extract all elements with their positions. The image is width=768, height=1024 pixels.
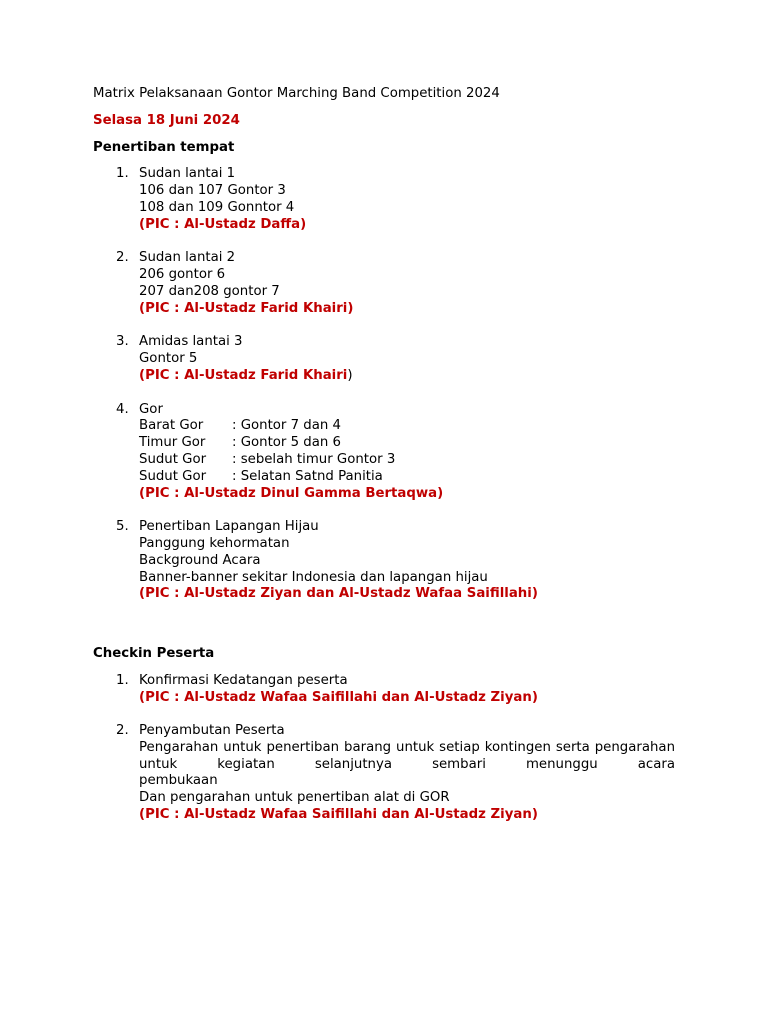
section-heading-penertiban: Penertiban tempat: [93, 139, 235, 155]
item-line: Amidas lantai 3: [139, 334, 243, 350]
item-line: Penyambutan Peserta: [139, 723, 285, 739]
item-line: 108 dan 109 Gonntor 4: [139, 199, 295, 215]
location-row: [139, 435, 675, 452]
pic-line: (PIC : Al-Ustadz Dinul Gamma Bertaqwa): [139, 485, 444, 501]
list-number: 2.: [116, 723, 129, 739]
item-line: Sudan lantai 2: [139, 250, 236, 266]
item-line: Background Acara: [139, 552, 261, 568]
document-title: Matrix Pelaksanaan Gontor Marching Band Competition 2024: [93, 86, 500, 101]
item-line: Dan pengarahan untuk penertiban alat di GOR: [139, 790, 450, 806]
section-heading-checkin: Checkin Peserta: [93, 645, 215, 661]
item-line: Gor: [139, 401, 163, 417]
list-number: 1.: [116, 672, 129, 688]
pic-line: (PIC : Al-Ustadz Farid Khairi): [139, 300, 354, 316]
document-page: [93, 86, 675, 841]
pic-text: (PIC : Al-Ustadz Farid Khairi: [139, 367, 348, 383]
item-line: 106 dan 107 Gontor 3: [139, 183, 286, 199]
location-value: : Selatan Satnd Panitia: [232, 468, 383, 484]
location-row: [139, 418, 675, 435]
pic-line: (PIC : Al-Ustadz Wafaa Saifillahi dan Al-Ustadz Ziyan): [139, 807, 538, 823]
item-line: Gontor 5: [139, 351, 198, 367]
list-item: [93, 519, 675, 603]
location-label: Timur Gor: [139, 435, 206, 451]
item-line: 206 gontor 6: [139, 267, 226, 283]
item-paragraph-end: pembukaan: [139, 773, 218, 789]
pic-line: [139, 368, 675, 385]
list-number: 2.: [116, 250, 129, 266]
location-label: Sudut Gor: [139, 468, 207, 484]
item-line: Banner-banner sekitar Indonesia dan lapangan hijau: [139, 569, 488, 585]
item-line: 207 dan208 gontor 7: [139, 283, 280, 299]
list-number: 3.: [116, 334, 129, 350]
item-paragraph: Pengarahan untuk penertiban barang untuk setiap kontingen serta pengarahan untuk kegiatan selanjutnya sembari menunggu acara: [139, 739, 675, 772]
item-line: Sudan lantai 1: [139, 166, 236, 182]
location-row: [139, 452, 675, 469]
event-date: Selasa 18 Juni 2024: [93, 112, 240, 128]
location-value: : Gontor 5 dan 6: [232, 435, 342, 451]
list-item: [93, 334, 675, 384]
list-item: [93, 673, 675, 707]
pic-line: (PIC : Al-Ustadz Wafaa Saifillahi dan Al-Ustadz Ziyan): [139, 689, 538, 705]
item-line: Penertiban Lapangan Hijau: [139, 519, 319, 535]
list-number: 5.: [116, 519, 129, 535]
list-item: [93, 250, 675, 317]
list-item: [93, 402, 675, 503]
location-value: : sebelah timur Gontor 3: [232, 451, 396, 467]
location-label: Barat Gor: [139, 418, 204, 434]
location-value: : Gontor 7 dan 4: [232, 418, 342, 434]
item-line: Panggung kehormatan: [139, 535, 290, 551]
item-line: Konfirmasi Kedatangan peserta: [139, 672, 348, 688]
pic-line: (PIC : Al-Ustadz Daffa): [139, 216, 307, 232]
section-spacer: [93, 620, 675, 646]
list-item: [93, 723, 675, 824]
location-label: Sudut Gor: [139, 451, 207, 467]
list-number: 4.: [116, 401, 129, 417]
location-row: [139, 469, 675, 486]
list-item: [93, 166, 675, 233]
pic-line: (PIC : Al-Ustadz Ziyan dan Al-Ustadz Wafaa Saifillahi): [139, 586, 538, 602]
pic-suffix: ): [347, 367, 353, 383]
list-number: 1.: [116, 166, 129, 182]
